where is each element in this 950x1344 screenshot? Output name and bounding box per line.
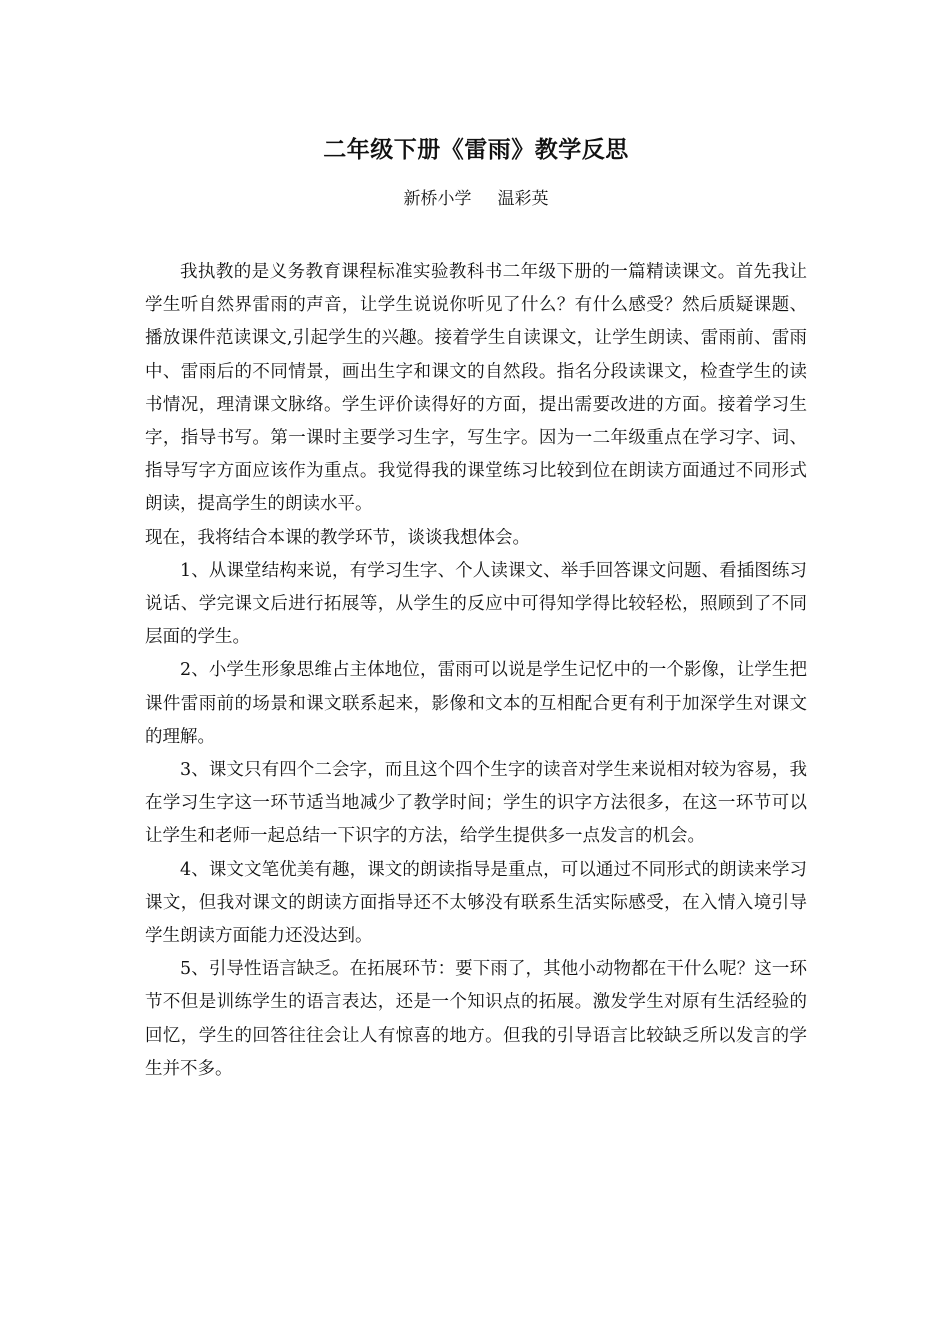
paragraph-point-2: 2、小学生形象思维占主体地位，雷雨可以说是学生记忆中的一个影像，让学生把课件雷雨前的场景和课文联系起来，影像和文本的互相配合更有利于加深学生对课文的理解。	[145, 660, 807, 747]
document-body	[145, 256, 807, 1086]
paragraph-point-1: 1、从课堂结构来说，有学习生字、个人读课文、举手回答课文问题、看插图练习说话、学完课文后进行拓展等，从学生的反应中可得知学得比较轻松，照顾到了不同层面的学生。	[145, 560, 807, 648]
page-title: 二年级下册《雷雨》教学反思	[323, 137, 629, 163]
author-school: 新桥小学	[403, 189, 472, 209]
paragraph-point-4: 4、课文文笔优美有趣，课文的朗读指导是重点，可以通过不同形式的朗读来学习课文，但我对课文的朗读方面指导还不太够没有联系生活实际感受，在入情入境引导学生朗读方面能力还没达到。	[145, 859, 807, 947]
author-line	[145, 185, 807, 213]
author-name: 温彩英	[497, 189, 549, 209]
paragraph-transition: 现在，我将结合本课的教学环节，谈谈我想体会。	[145, 527, 530, 548]
paragraph-intro: 我执教的是义务教育课程标准实验教科书二年级下册的一篇精读课文。首先我让学生听自然界雷雨的声音，让学生说说你听见了什么？有什么感受？然后质疑课题、播放课件范读课文,引起学生的兴趣。接着学生自读课文，让学生朗读、雷雨前、雷雨中、雷雨后的不同情景，画出生字和课文的自然段。指名分段读课文，检查学生的读书情况，理清课文脉络。学生评价读得好的方面，提出需要改进的方面。接着学习生字，指导书写。第一课时主要学习生字，写生字。因为一二年级重点在学习字、词、指导写字方面应该作为重点。我觉得我的课堂练习比较到位在朗读方面通过不同形式朗读，提高学生的朗读水平。	[145, 262, 807, 515]
paragraph-point-5: 5、引导性语言缺乏。在拓展环节：要下雨了，其他小动物都在干什么呢？这一环节不但是训练学生的语言表达，还是一个知识点的拓展。激发学生对原有生活经验的回忆，学生的回答往往会让人有惊喜的地方。但我的引导语言比较缺乏所以发言的学生并不多。	[145, 959, 807, 1079]
paragraph-point-3: 3、课文只有四个二会字，而且这个四个生字的读音对学生来说相对较为容易，我在学习生字这一环节适当地减少了教学时间；学生的识字方法很多，在这一环节可以让学生和老师一起总结一下识字的方法，给学生提供多一点发言的机会。	[145, 760, 807, 847]
